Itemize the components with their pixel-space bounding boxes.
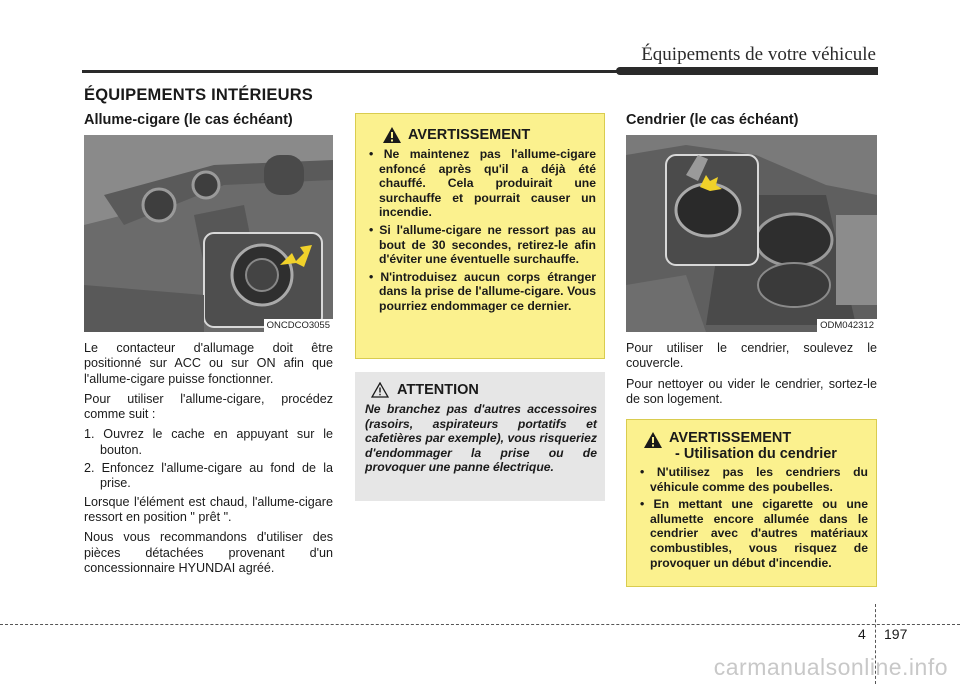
paragraph: Pour utiliser le cendrier, soulevez le couvercle.: [626, 341, 877, 371]
warning-bullet: • Si l'allume-cigare ne ressort pas au bout de 30 secondes, retirez-le afin d'éviter une éventuelle surchauffe.: [369, 222, 596, 267]
warning-bullet: • En mettant une cigarette ou une allumette encore allumée dans le cendrier avec d'autres matériaux combustibles, vous risquez de provoquer un début d'incendie.: [640, 497, 868, 570]
ashtray-text: [626, 341, 877, 412]
attention-box: [355, 372, 605, 501]
photo-code: ONCDCO3055: [264, 319, 333, 332]
attention-text: Ne branchez pas d'autres accessoires (rasoirs, aspirateurs portatifs et cafetières par exemple), vous risqueriez d'endommager la prise ou de provoquer une panne électrique.: [365, 402, 597, 475]
warning-triangle-icon: [382, 126, 402, 144]
paragraph: Pour utiliser l'allume-cigare, procédez comme suit :: [84, 391, 333, 422]
attention-title: ATTENTION: [397, 382, 479, 398]
warning-subtitle: - Utilisation du cendrier: [675, 446, 837, 462]
warning-bullet: • N'utilisez pas les cendriers du véhicule comme des poubelles.: [640, 465, 868, 494]
running-header: Équipements de votre véhicule: [641, 44, 876, 65]
photo-code: ODM042312: [817, 319, 877, 332]
paragraph: Le contacteur d'allumage doit être positionné sur ACC ou sur ON afin que l'allume-cigare puisse fonctionner.: [84, 341, 333, 386]
ashtray-photo: [626, 135, 877, 332]
warning-box-lighter: [355, 113, 605, 359]
caution-triangle-icon: [371, 382, 389, 398]
step-item: 1. Ouvrez le cache en appuyant sur le bouton.: [84, 427, 333, 457]
cigar-lighter-photo: [84, 135, 333, 332]
section-title: ÉQUIPEMENTS INTÉRIEURS: [84, 86, 314, 104]
chapter-number: 4: [858, 626, 866, 642]
step-item: 2. Enfoncez l'allume-cigare au fond de la prise.: [84, 461, 333, 491]
paragraph: Pour nettoyer ou vider le cendrier, sortez-le de son logement.: [626, 376, 877, 406]
warning-box-ashtray: [626, 419, 877, 587]
ashtray-heading: Cendrier (le cas échéant): [626, 112, 799, 128]
warning-bullet: • Ne maintenez pas l'allume-cigare enfoncé après qu'il a déjà été chauffé. Cela produirait une surchauffe et pourrait causer un incendie.: [369, 147, 597, 220]
cigar-lighter-heading: Allume-cigare (le cas échéant): [84, 112, 293, 128]
cigar-lighter-text: [84, 341, 333, 581]
paragraph: Nous vous recommandons d'utiliser des pièces détachées provenant d'un concessionnaire HYUNDAI agréé.: [84, 530, 333, 575]
watermark: carmanualsonline.info: [713, 654, 948, 680]
header-tab: [616, 67, 878, 75]
page-number: 197: [884, 626, 908, 642]
footer-rule: [0, 624, 960, 625]
warning-triangle-icon: [643, 431, 663, 449]
ashtray-illustration: [626, 135, 877, 332]
warning-title: AVERTISSEMENT: [669, 430, 792, 446]
cigar-lighter-illustration: [84, 135, 333, 332]
warning-title: AVERTISSEMENT: [408, 127, 531, 143]
paragraph: Lorsque l'élément est chaud, l'allume-cigare ressort en position " prêt ".: [84, 494, 333, 524]
warning-bullet: • N'introduisez aucun corps étranger dans la prise de l'allume-cigare. Vous pourriez endommager ce dernier.: [369, 269, 596, 313]
